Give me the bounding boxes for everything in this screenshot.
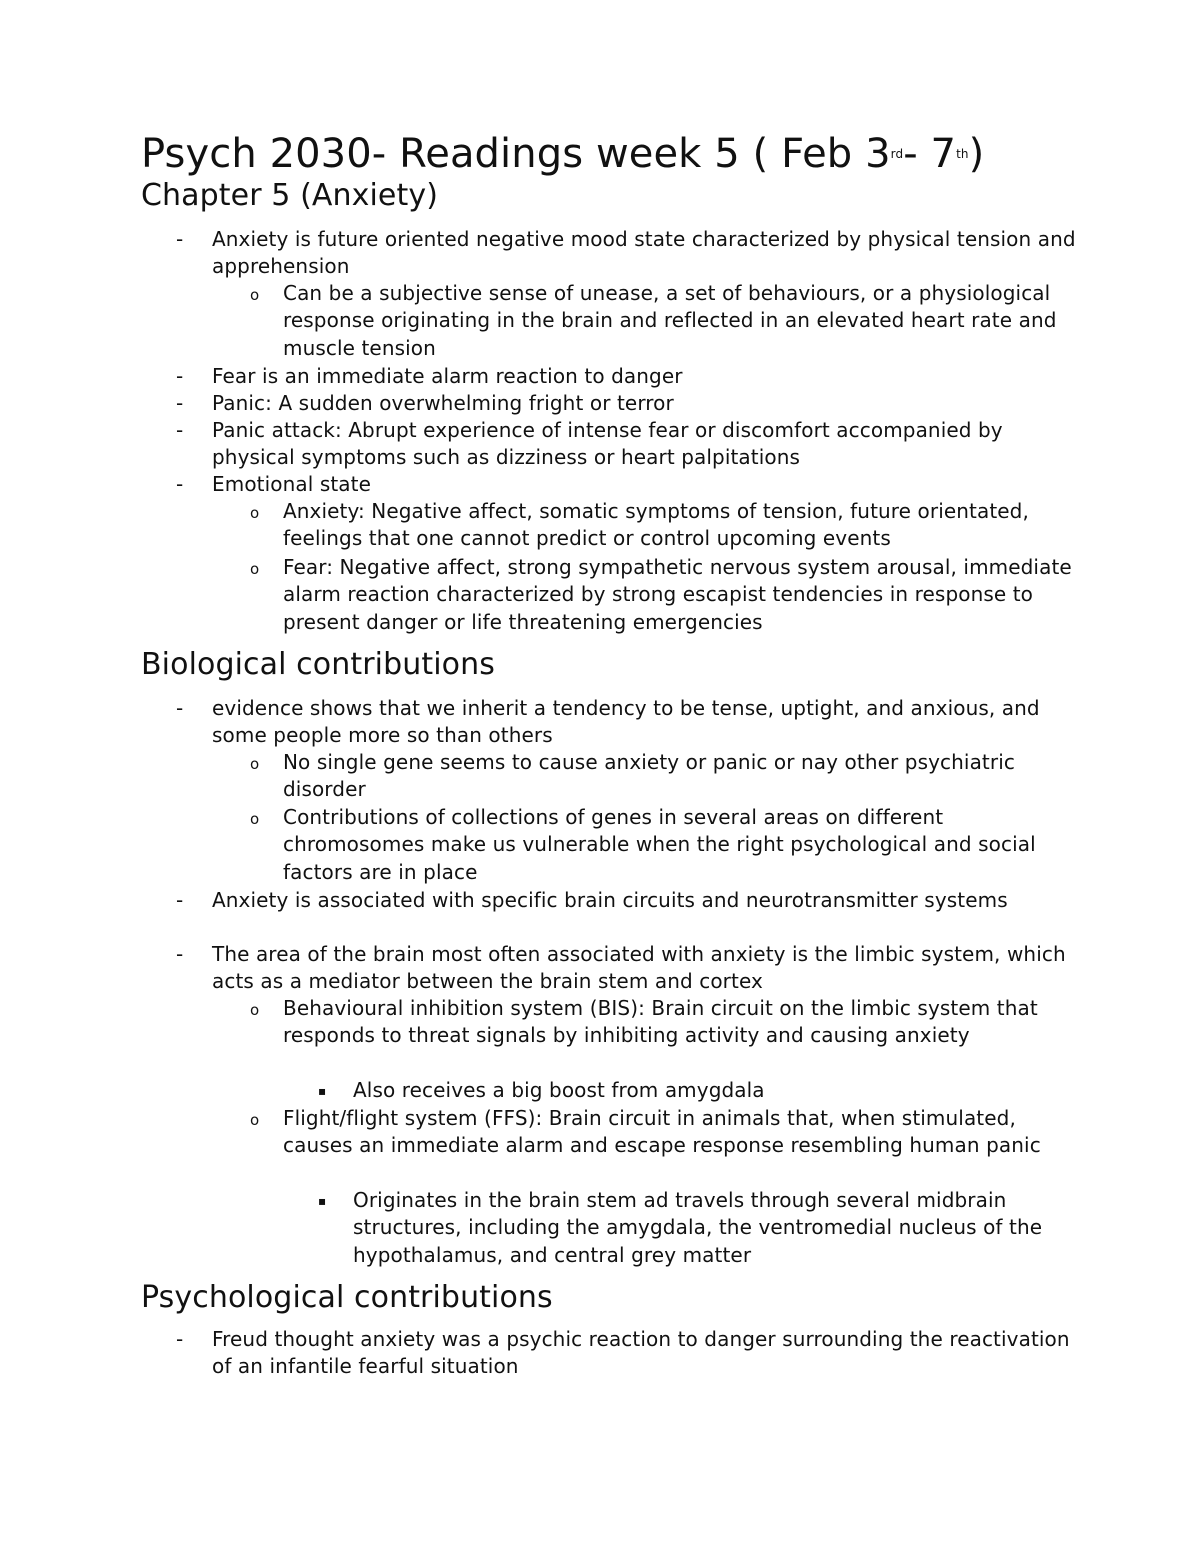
dash-bullet: - (176, 1327, 184, 1351)
list-item (176, 695, 1082, 750)
list-item-text: Emotional state (212, 472, 371, 496)
list-item-text: Behavioural inhibition system (BIS): Brain circuit on the limbic system that responds to threat signals by inhibiting activity and causing anxiety (283, 996, 1038, 1048)
list-item-text: Anxiety is associated with specific brain circuits and neurotransmitter systems (212, 888, 1008, 912)
list-item (250, 1105, 1083, 1160)
list-item-text: The area of the brain most often associated with anxiety is the limbic system, which acts as a mediator between the brain stem and cortex (212, 942, 1066, 994)
square-bullet-icon: ▪ (318, 1084, 327, 1098)
list-item (176, 390, 1082, 417)
circle-bullet-icon: o (250, 1001, 260, 1019)
circle-bullet-icon: o (250, 1111, 260, 1129)
list-item-text: Fear is an immediate alarm reaction to danger (212, 364, 683, 388)
dash-bullet: - (176, 942, 184, 966)
list-item-text: Panic attack: Abrupt experience of intense fear or discomfort accompanied by physical symptoms such as dizziness or heart palpitations (212, 418, 1003, 470)
square-bullet-icon: ▪ (318, 1194, 327, 1208)
dash-bullet: - (176, 418, 184, 442)
list-item-text: Flight/flight system (FFS): Brain circuit in animals that, when stimulated, causes an immediate alarm and escape response resembling human panic (283, 1106, 1041, 1158)
list-item (250, 995, 1083, 1050)
list-item (250, 498, 1083, 553)
circle-bullet-icon: o (250, 560, 260, 578)
title-text-mid: - 7 (903, 131, 957, 177)
circle-bullet-icon: o (250, 755, 260, 773)
list-item-text: Originates in the brain stem ad travels through several midbrain structures, including the amygdala, the ventromedial nucleus of the hypothalamus, and central grey matter (353, 1188, 1043, 1267)
list-item-text: Anxiety is future oriented negative mood state characterized by physical tension and apprehension (212, 227, 1076, 279)
dash-bullet: - (176, 696, 184, 720)
list-item-text: Freud thought anxiety was a psychic reaction to danger surrounding the reactivation of an infantile fearful situation (212, 1327, 1070, 1379)
title-text: Psych 2030- Readings week 5 ( Feb 3 (141, 131, 891, 177)
list-item (176, 417, 1082, 472)
section-heading-chapter: Chapter 5 (Anxiety) (141, 178, 439, 213)
document-title (141, 131, 985, 177)
list-item (176, 941, 1082, 996)
list-item (176, 363, 1082, 390)
list-item-text: evidence shows that we inherit a tendency to be tense, uptight, and anxious, and some people more so than others (212, 696, 1040, 748)
dash-bullet: - (176, 888, 184, 912)
list-item (318, 1077, 1083, 1104)
section-heading-biological: Biological contributions (141, 647, 495, 682)
circle-bullet-icon: o (250, 286, 260, 304)
title-superscript-th: th (956, 147, 969, 161)
dash-bullet: - (176, 227, 184, 251)
list-item (250, 554, 1083, 636)
list-item-text: No single gene seems to cause anxiety or panic or nay other psychiatric disorder (283, 750, 1015, 802)
list-item-text: Can be a subjective sense of unease, a set of behaviours, or a physiological response originating in the brain and reflected in an elevated heart rate and muscle tension (283, 281, 1057, 360)
list-item-text: Fear: Negative affect, strong sympathetic nervous system arousal, immediate alarm reaction characterized by strong escapist tendencies in response to present danger or life threatening emergencies (283, 555, 1072, 634)
list-item (176, 471, 1082, 498)
dash-bullet: - (176, 472, 184, 496)
list-item (176, 887, 1082, 914)
list-item (176, 226, 1082, 281)
circle-bullet-icon: o (250, 504, 260, 522)
title-text-end: ) (968, 131, 985, 177)
list-item (318, 1187, 1083, 1269)
list-item (250, 749, 1083, 804)
list-item (250, 280, 1083, 362)
section-heading-psychological: Psychological contributions (141, 1280, 553, 1315)
list-item-text: Contributions of collections of genes in several areas on different chromosomes make us vulnerable when the right psychological and social factors are in place (283, 805, 1036, 884)
list-item-text: Anxiety: Negative affect, somatic symptoms of tension, future orientated, feelings that one cannot predict or control upcoming events (283, 499, 1029, 551)
list-item (250, 804, 1083, 886)
circle-bullet-icon: o (250, 810, 260, 828)
list-item-text: Also receives a big boost from amygdala (353, 1078, 765, 1102)
dash-bullet: - (176, 364, 184, 388)
list-item (176, 1326, 1082, 1381)
list-item-text: Panic: A sudden overwhelming fright or terror (212, 391, 674, 415)
dash-bullet: - (176, 391, 184, 415)
title-superscript-rd: rd (890, 147, 904, 161)
